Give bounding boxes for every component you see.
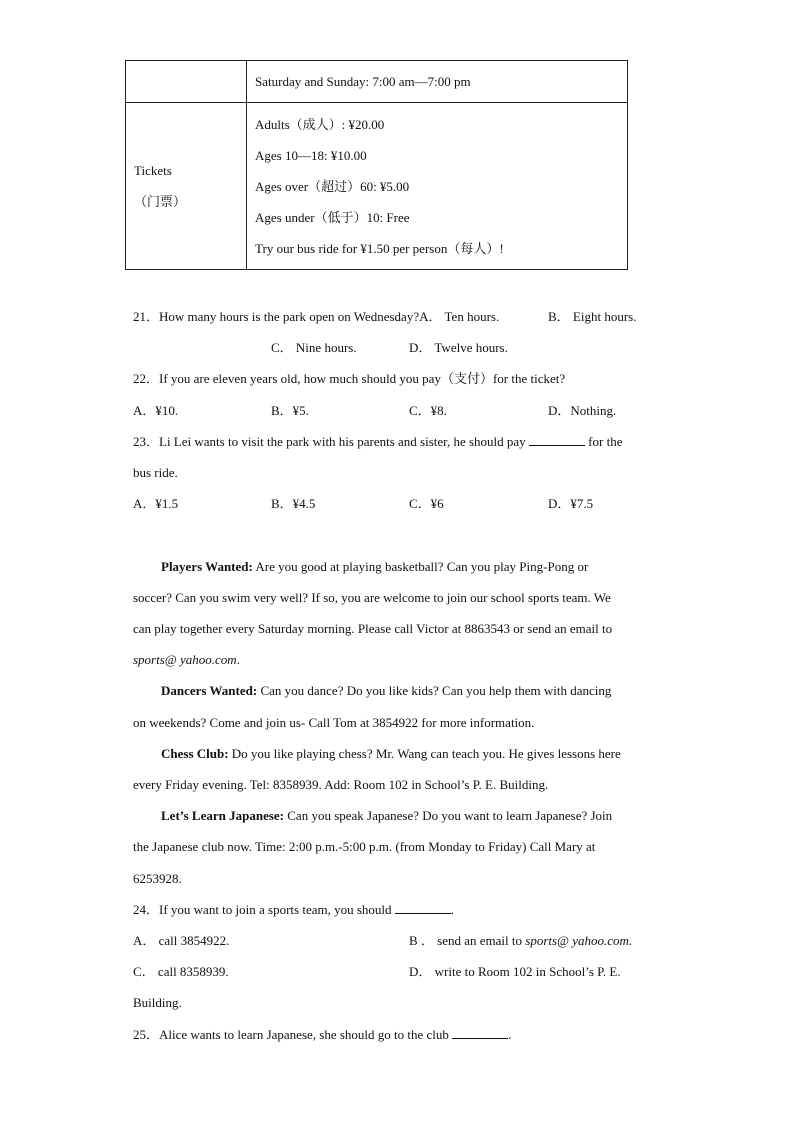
players-wanted-line1 [161, 557, 588, 577]
chess-club-line1 [161, 744, 621, 764]
question-22-option-d: D．Nothing. [548, 403, 617, 418]
question-24-option-c: C． call 8358939. [133, 964, 229, 979]
period: . [508, 1027, 512, 1042]
question-21-stem: 21．How many hours is the park open on Wednesday? [133, 309, 420, 324]
question-24-stem-text: 24．If you want to join a sports team, you should [133, 902, 392, 917]
question-23-stem [133, 432, 622, 452]
tickets-label-cn: （门票） [134, 194, 187, 209]
question-24-option-a: A． call 3854922. [133, 933, 230, 948]
question-21-option-c: C． Nine hours. [271, 340, 357, 355]
players-wanted-line3: can play together every Saturday morning. Please call Victor at 8863543 or send an email to [133, 621, 613, 636]
tickets-label: Tickets [134, 163, 172, 178]
answer-blank [395, 901, 451, 914]
players-text: Are you good at playing basketball? Can you play Ping-Pong or [252, 559, 589, 574]
question-21-option-b: B． Eight hours. [548, 309, 637, 324]
japanese-line3: 6253928. [133, 871, 182, 886]
question-24-option-d-line2: Building. [133, 995, 182, 1010]
period: . [236, 652, 240, 667]
dancers-wanted-line1 [161, 681, 611, 701]
question-23-option-c: C．¥6 [409, 496, 444, 511]
chess-club-line2: every Friday evening. Tel: 8358939. Add: Room 102 in School’s P. E. Building. [133, 777, 549, 792]
table-cell-empty [126, 61, 247, 103]
dancers-text: Can you dance? Do you like kids? Can you help them with dancing [257, 683, 612, 698]
weekend-hours-cell: Saturday and Sunday: 7:00 am—7:00 pm [247, 61, 628, 103]
sports-email: sports@ yahoo.com [133, 652, 237, 667]
ticket-line: Ages under（低于）10: Free [255, 209, 410, 225]
question-22-option-b: B．¥5. [271, 403, 309, 418]
japanese-text: Can you speak Japanese? Do you want to learn Japanese? Join [284, 808, 613, 823]
period: . [450, 902, 455, 917]
answer-blank [529, 433, 585, 446]
players-wanted-title: Players Wanted: [161, 559, 253, 574]
ticket-prices-cell [247, 103, 628, 270]
players-wanted-line2: soccer? Can you swim very well? If so, you are welcome to join our school sports team. We [133, 590, 611, 605]
chess-club-title: Chess Club: [161, 746, 229, 761]
question-23-stem-text-end: for the [588, 434, 623, 449]
question-23-option-a: A．¥1.5 [133, 496, 179, 511]
question-22-stem: 22．If you are eleven years old, how much should you pay（支付）for the ticket? [133, 371, 566, 386]
question-24-option-b [409, 931, 632, 951]
question-23-option-b: B．¥4.5 [271, 496, 316, 511]
players-wanted-line4 [133, 650, 240, 670]
chess-text: Do you like playing chess? Mr. Wang can teach you. He gives lessons here [228, 746, 621, 761]
option-b-email: sports@ yahoo.com. [525, 933, 633, 948]
ticket-line: Adults（成人）: ¥20.00 [255, 116, 385, 132]
question-22-option-c: C．¥8. [409, 403, 447, 418]
dancers-wanted-line2: on weekends? Come and join us- Call Tom at 3854922 for more information. [133, 715, 535, 730]
japanese-line2: the Japanese club now. Time: 2:00 p.m.-5:00 p.m. (from Monday to Friday) Call Mary at [133, 839, 596, 854]
question-24-option-d: D． write to Room 102 in School’s P. E. [409, 964, 621, 979]
ticket-line: Ages over（超过）60: ¥5.00 [255, 178, 410, 194]
question-22-option-a: A．¥10. [133, 403, 179, 418]
ticket-line: Try our bus ride for ¥1.50 per person（每人）! [255, 240, 504, 256]
japanese-line1 [161, 806, 612, 826]
park-info-table [125, 60, 628, 270]
japanese-title: Let’s Learn Japanese: [161, 808, 285, 823]
table-row [126, 103, 628, 270]
question-23-option-d: D．¥7.5 [548, 496, 594, 511]
table-row [126, 61, 628, 103]
question-25-stem [133, 1025, 511, 1045]
answer-blank [452, 1026, 508, 1039]
question-23-stem-text: 23．Li Lei wants to visit the park with his parents and sister, he should pay [133, 434, 526, 449]
question-21-option-a: A． Ten hours. [419, 309, 500, 324]
question-21-option-d: D． Twelve hours. [409, 340, 508, 355]
ticket-line: Ages 10—18: ¥10.00 [255, 147, 367, 163]
dancers-wanted-title: Dancers Wanted: [161, 683, 258, 698]
question-24-stem [133, 900, 454, 920]
question-21 [133, 307, 499, 327]
question-25-stem-text: 25．Alice wants to learn Japanese, she should go to the club [133, 1027, 449, 1042]
tickets-label-cell [126, 103, 247, 270]
question-23-stem-line2: bus ride. [133, 465, 178, 480]
option-b-text: B ． send an email to [409, 933, 526, 948]
